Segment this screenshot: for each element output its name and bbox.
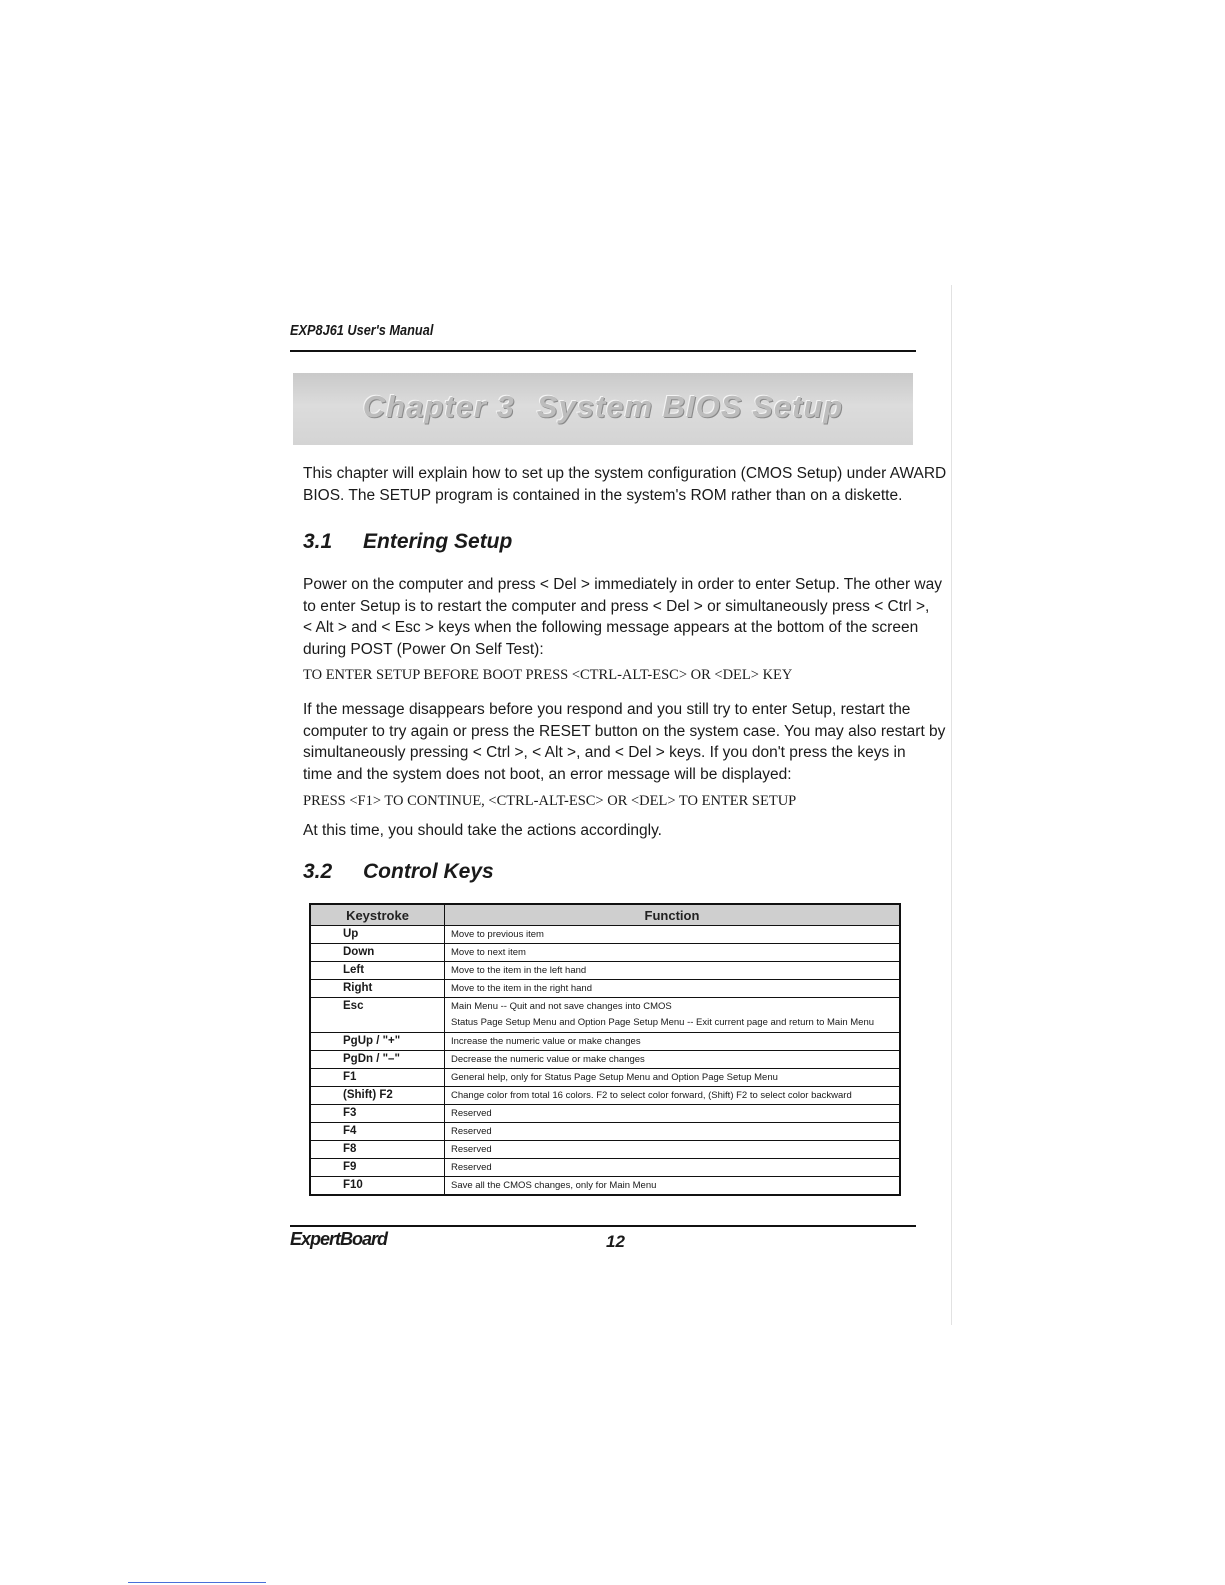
- chapter-label: Chapter 3: [362, 389, 515, 424]
- keystroke-cell: Left: [310, 962, 445, 980]
- table-row: [310, 1069, 900, 1087]
- function-cell: Change color from total 16 colors. F2 to select color forward, (Shift) F2 to select color backward: [445, 1087, 901, 1105]
- text-line: computer to try again or press the RESET button on the system case. You may also restart by: [303, 722, 946, 740]
- keystroke-cell: F3: [310, 1105, 445, 1123]
- keystroke-cell: F10: [310, 1177, 445, 1196]
- section-title: Entering Setup: [363, 530, 513, 553]
- keystroke-cell: F9: [310, 1159, 445, 1177]
- footer-rule: [290, 1225, 916, 1227]
- text-line: to enter Setup is to restart the computer and press < Del > or simultaneously press < Ctrl >,: [303, 597, 930, 615]
- function-line: Main Menu -- Quit and not save changes into CMOS: [451, 1001, 672, 1012]
- table-row: [310, 1177, 900, 1196]
- table-row: [310, 1051, 900, 1069]
- text-line: If the message disappears before you respond and you still try to enter Setup, restart the: [303, 701, 911, 718]
- keystroke-cell: PgDn / "–": [310, 1051, 445, 1069]
- keystroke-cell: (Shift) F2: [310, 1087, 445, 1105]
- function-cell: Reserved: [445, 1159, 901, 1177]
- keystroke-cell: F8: [310, 1141, 445, 1159]
- table-row: [310, 1123, 900, 1141]
- table-row: [310, 1087, 900, 1105]
- function-cell: General help, only for Status Page Setup Menu and Option Page Setup Menu: [445, 1069, 901, 1087]
- restart-paragraph: [303, 699, 946, 785]
- function-line: Status Page Setup Menu and Option Page Setup Menu -- Exit current page and return to Main Menu: [451, 1017, 875, 1028]
- text-line: BIOS. The SETUP program is contained in the system's ROM rather than on a diskette.: [303, 486, 903, 504]
- keystroke-cell: Down: [310, 944, 445, 962]
- table-row: [310, 1159, 900, 1177]
- chapter-banner: [293, 373, 913, 445]
- setup-message: TO ENTER SETUP BEFORE BOOT PRESS <CTRL-ALT-ESC> OR <DEL> KEY: [303, 667, 793, 683]
- function-cell: Increase the numeric value or make changes: [445, 1033, 901, 1051]
- table-row: [310, 998, 900, 1033]
- keystroke-cell: F1: [310, 1069, 445, 1087]
- function-cell: Reserved: [445, 1141, 901, 1159]
- chapter-title: System BIOS Setup: [536, 389, 844, 424]
- intro-paragraph: [303, 463, 947, 506]
- column-header-function: Function: [445, 904, 901, 926]
- page-number: 12: [606, 1232, 625, 1251]
- text-line: Power on the computer and press < Del > immediately in order to enter Setup. The other way: [303, 576, 942, 593]
- keystroke-cell: Right: [310, 980, 445, 998]
- running-header: EXP8J61 User's Manual: [290, 322, 434, 339]
- function-cell: Move to previous item: [445, 926, 901, 944]
- function-cell: Reserved: [445, 1123, 901, 1141]
- table-row: [310, 1141, 900, 1159]
- text-line: < Alt > and < Esc > keys when the following message appears at the bottom of the screen: [303, 619, 919, 636]
- function-cell: Reserved: [445, 1105, 901, 1123]
- header-rule: [290, 350, 916, 352]
- function-cell: Move to the item in the left hand: [445, 962, 901, 980]
- section-number: 3.1: [303, 530, 333, 553]
- chapter-heading: [293, 389, 913, 425]
- keystroke-cell: PgUp / "+": [310, 1033, 445, 1051]
- text-line: simultaneously pressing < Ctrl >, < Alt >, and < Del > keys. If you don't press the keys in: [303, 744, 906, 761]
- error-message: PRESS <F1> TO CONTINUE, <CTRL-ALT-ESC> OR <DEL> TO ENTER SETUP: [303, 793, 797, 809]
- function-cell: Decrease the numeric value or make changes: [445, 1051, 901, 1069]
- table-header-row: [310, 904, 900, 926]
- keystroke-cell: Up: [310, 926, 445, 944]
- page-edge-line: [951, 285, 952, 1325]
- action-paragraph: [303, 820, 914, 842]
- column-header-keystroke: Keystroke: [310, 904, 445, 926]
- brand-logo: ExpertBoard: [290, 1229, 388, 1249]
- table-row: [310, 1105, 900, 1123]
- text-line: At this time, you should take the actions accordingly.: [303, 822, 662, 839]
- function-cell: Move to the item in the right hand: [445, 980, 901, 998]
- table-row: [310, 980, 900, 998]
- text-line: time and the system does not boot, an error message will be displayed:: [303, 765, 792, 783]
- keystroke-cell: F4: [310, 1123, 445, 1141]
- function-cell: Save all the CMOS changes, only for Main Menu: [445, 1177, 901, 1196]
- control-keys-table: [309, 903, 901, 1196]
- text-line: This chapter will explain how to set up the system configuration (CMOS Setup) under AWARD: [303, 465, 947, 482]
- function-cell: Move to next item: [445, 944, 901, 962]
- table-row: [310, 944, 900, 962]
- table-row: [310, 1033, 900, 1051]
- entering-setup-paragraph: [303, 574, 942, 660]
- section-title: Control Keys: [363, 860, 494, 883]
- section-number: 3.2: [303, 860, 333, 883]
- keystroke-cell: Esc: [310, 998, 445, 1033]
- selection-underline: [128, 1582, 266, 1583]
- table-row: [310, 962, 900, 980]
- section-heading-entering-setup: [303, 530, 512, 554]
- function-cell: [445, 998, 901, 1033]
- table-row: [310, 926, 900, 944]
- text-line: during POST (Power On Self Test):: [303, 640, 544, 658]
- section-heading-control-keys: [303, 860, 494, 884]
